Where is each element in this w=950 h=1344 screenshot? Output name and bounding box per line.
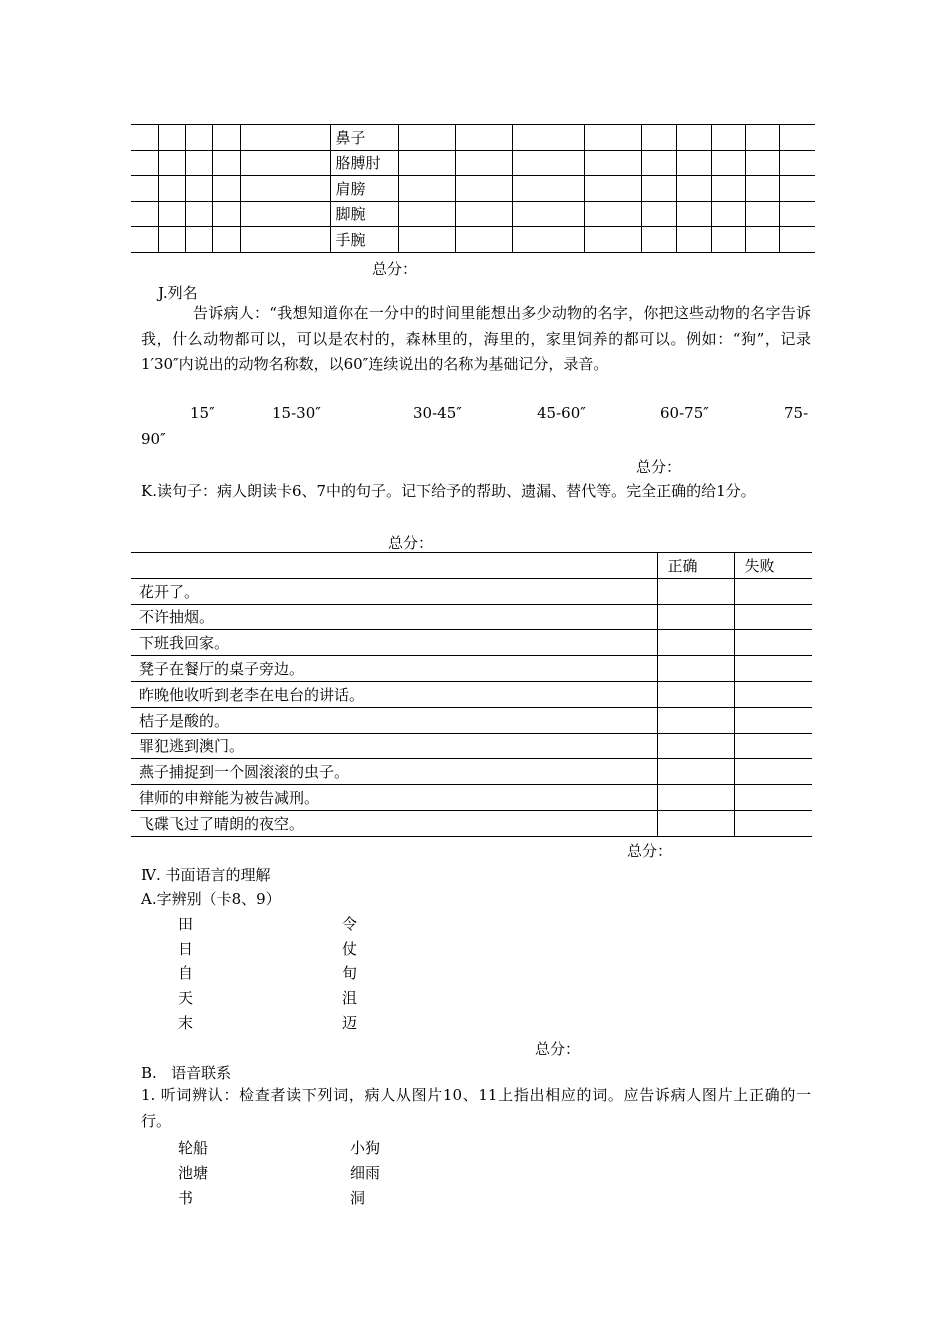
score-cell	[455, 125, 512, 151]
word-right: 洞	[350, 1189, 366, 1207]
score-label: 总分：	[372, 260, 418, 278]
table-row	[131, 810, 812, 836]
score-cell	[745, 125, 779, 151]
table-row	[131, 176, 815, 202]
correct-cell	[657, 733, 734, 759]
fail-cell	[734, 604, 812, 630]
fail-cell	[734, 630, 812, 656]
score-label: 总分：	[636, 458, 682, 476]
score-cell	[641, 150, 676, 176]
score-cell	[240, 176, 330, 202]
table-row	[131, 681, 812, 707]
score-cell	[641, 125, 676, 151]
score-label: 总分：	[535, 1040, 581, 1058]
score-cell	[676, 201, 711, 227]
score-cell	[185, 227, 212, 253]
score-cell	[641, 201, 676, 227]
correct-cell	[657, 759, 734, 785]
section-j-title: J.列名	[158, 284, 198, 302]
sentence-cell: 不许抽烟。	[131, 604, 657, 630]
correct-cell	[657, 578, 734, 604]
word-right: 细雨	[350, 1164, 381, 1182]
score-cell	[512, 125, 584, 151]
interval: 30-45″	[413, 404, 462, 422]
score-cell	[779, 150, 815, 176]
score-label: 总分：	[627, 842, 673, 860]
section-k-title: K.读句子：病人朗读卡6、7中的句子。记下给予的帮助、遗漏、替代等。完全正确的给1分。	[141, 482, 756, 500]
score-cell	[158, 150, 185, 176]
score-cell	[676, 125, 711, 151]
sentence-cell: 凳子在餐厅的桌子旁边。	[131, 656, 657, 682]
correct-cell	[657, 656, 734, 682]
score-cell	[158, 176, 185, 202]
score-cell	[676, 227, 711, 253]
score-cell	[131, 227, 158, 253]
table-row	[131, 759, 812, 785]
sentence-cell: 律师的申辩能为被告减刑。	[131, 785, 657, 811]
score-cell	[779, 201, 815, 227]
table-row	[131, 630, 812, 656]
sentence-cell: 桔子是酸的。	[131, 707, 657, 733]
interval: 15″	[190, 404, 215, 422]
table-row	[131, 604, 812, 630]
score-cell	[398, 201, 455, 227]
interval-tail: 90″	[141, 430, 166, 448]
score-cell	[398, 125, 455, 151]
score-cell	[131, 176, 158, 202]
word-left: 池塘	[178, 1164, 209, 1182]
score-label: 总分：	[388, 534, 434, 552]
header-fail: 失败	[734, 553, 812, 579]
score-cell	[240, 125, 330, 151]
score-cell	[212, 176, 240, 202]
body-part-label: 肩膀	[330, 176, 398, 202]
score-cell	[158, 227, 185, 253]
score-cell	[676, 176, 711, 202]
correct-cell	[657, 785, 734, 811]
score-cell	[212, 150, 240, 176]
fail-cell	[734, 810, 812, 836]
score-cell	[512, 176, 584, 202]
char-left: 田	[178, 915, 194, 933]
score-cell	[212, 201, 240, 227]
score-cell	[711, 150, 745, 176]
section-j-instruction: 告诉病人：“我想知道你在一分中的时间里能想出多少动物的名字，你把这些动物的名字告诉我，什么动物都可以，可以是农村的，森林里的，海里的，家里饲养的都可以。例如：“狗”，记录1′30″内说出的动物名称数，以60″连续说出的名称为基础记分，录音。	[141, 304, 811, 373]
score-cell	[240, 150, 330, 176]
fail-cell	[734, 681, 812, 707]
table-row	[131, 201, 815, 227]
score-cell	[185, 201, 212, 227]
char-right: 沮	[342, 989, 358, 1007]
score-cell	[641, 176, 676, 202]
char-right: 迈	[342, 1014, 358, 1032]
score-cell	[212, 227, 240, 253]
fail-cell	[734, 759, 812, 785]
score-cell	[711, 201, 745, 227]
sentence-cell: 下班我回家。	[131, 630, 657, 656]
body-part-label: 脚腕	[330, 201, 398, 227]
fail-cell	[734, 785, 812, 811]
body-part-label: 鼻子	[330, 125, 398, 151]
score-cell	[131, 150, 158, 176]
fail-cell	[734, 707, 812, 733]
score-cell	[745, 176, 779, 202]
table-row	[131, 150, 815, 176]
score-cell	[779, 125, 815, 151]
section-b-item1: 1. 听词辨认：检查者读下列词，病人从图片10、11上指出相应的词。应告诉病人图片上正确的一行。	[141, 1086, 811, 1130]
sentence-cell: 飞碟飞过了晴朗的夜空。	[131, 810, 657, 836]
score-cell	[455, 201, 512, 227]
word-left: 轮船	[178, 1139, 209, 1157]
table-header-row	[131, 553, 812, 579]
interval: 15-30″	[272, 404, 321, 422]
score-cell	[185, 125, 212, 151]
score-cell	[131, 125, 158, 151]
char-left: 末	[178, 1014, 194, 1032]
char-right: 令	[342, 915, 358, 933]
score-cell	[641, 227, 676, 253]
interval: 45-60″	[537, 404, 586, 422]
sentence-cell: 昨晚他收听到老李在电台的讲话。	[131, 681, 657, 707]
interval: 60-75″	[660, 404, 709, 422]
sentence-cell: 燕子捕捉到一个圆滚滚的虫子。	[131, 759, 657, 785]
score-cell	[185, 150, 212, 176]
score-cell	[158, 125, 185, 151]
score-cell	[512, 201, 584, 227]
header-correct: 正确	[657, 553, 734, 579]
table-row	[131, 733, 812, 759]
score-cell	[185, 176, 212, 202]
char-right: 仗	[342, 940, 358, 958]
sentence-cell: 罪犯逃到澳门。	[131, 733, 657, 759]
score-cell	[455, 150, 512, 176]
correct-cell	[657, 630, 734, 656]
section-iv-title: Ⅳ. 书面语言的理解	[141, 866, 271, 884]
score-cell	[512, 150, 584, 176]
body-part-label: 手腕	[330, 227, 398, 253]
score-cell	[584, 125, 641, 151]
score-cell	[676, 150, 711, 176]
section-iv-a-title: A.字辨别（卡8、9）	[141, 890, 281, 908]
fail-cell	[734, 733, 812, 759]
score-cell	[158, 201, 185, 227]
score-cell	[398, 227, 455, 253]
score-cell	[455, 227, 512, 253]
score-cell	[711, 227, 745, 253]
table-row	[131, 785, 812, 811]
score-cell	[512, 227, 584, 253]
fail-cell	[734, 656, 812, 682]
score-cell	[711, 176, 745, 202]
score-cell	[584, 176, 641, 202]
interval: 75-	[784, 404, 809, 422]
score-cell	[779, 176, 815, 202]
char-left: 自	[178, 964, 194, 982]
score-cell	[584, 150, 641, 176]
score-cell	[212, 125, 240, 151]
table-header-empty	[131, 553, 657, 579]
sentence-table	[131, 552, 812, 837]
body-part-label: 胳膊肘	[330, 150, 398, 176]
score-cell	[398, 150, 455, 176]
correct-cell	[657, 681, 734, 707]
table-row	[131, 656, 812, 682]
word-right: 小狗	[350, 1139, 381, 1157]
score-cell	[584, 227, 641, 253]
score-cell	[745, 227, 779, 253]
score-cell	[711, 125, 745, 151]
fail-cell	[734, 578, 812, 604]
score-cell	[240, 201, 330, 227]
score-cell	[779, 227, 815, 253]
char-left: 日	[178, 940, 194, 958]
word-left: 书	[178, 1189, 194, 1207]
table-row	[131, 707, 812, 733]
score-cell	[240, 227, 330, 253]
score-cell	[131, 201, 158, 227]
table-row	[131, 125, 815, 151]
section-b-title: B. 语音联系	[141, 1064, 232, 1082]
score-cell	[584, 201, 641, 227]
char-left: 天	[178, 989, 194, 1007]
table-row	[131, 227, 815, 253]
score-cell	[745, 201, 779, 227]
score-cell	[745, 150, 779, 176]
correct-cell	[657, 604, 734, 630]
correct-cell	[657, 810, 734, 836]
sentence-cell: 花开了。	[131, 578, 657, 604]
body-parts-table	[131, 124, 815, 253]
correct-cell	[657, 707, 734, 733]
table-row	[131, 578, 812, 604]
score-cell	[398, 176, 455, 202]
char-right: 旬	[342, 964, 358, 982]
score-cell	[455, 176, 512, 202]
